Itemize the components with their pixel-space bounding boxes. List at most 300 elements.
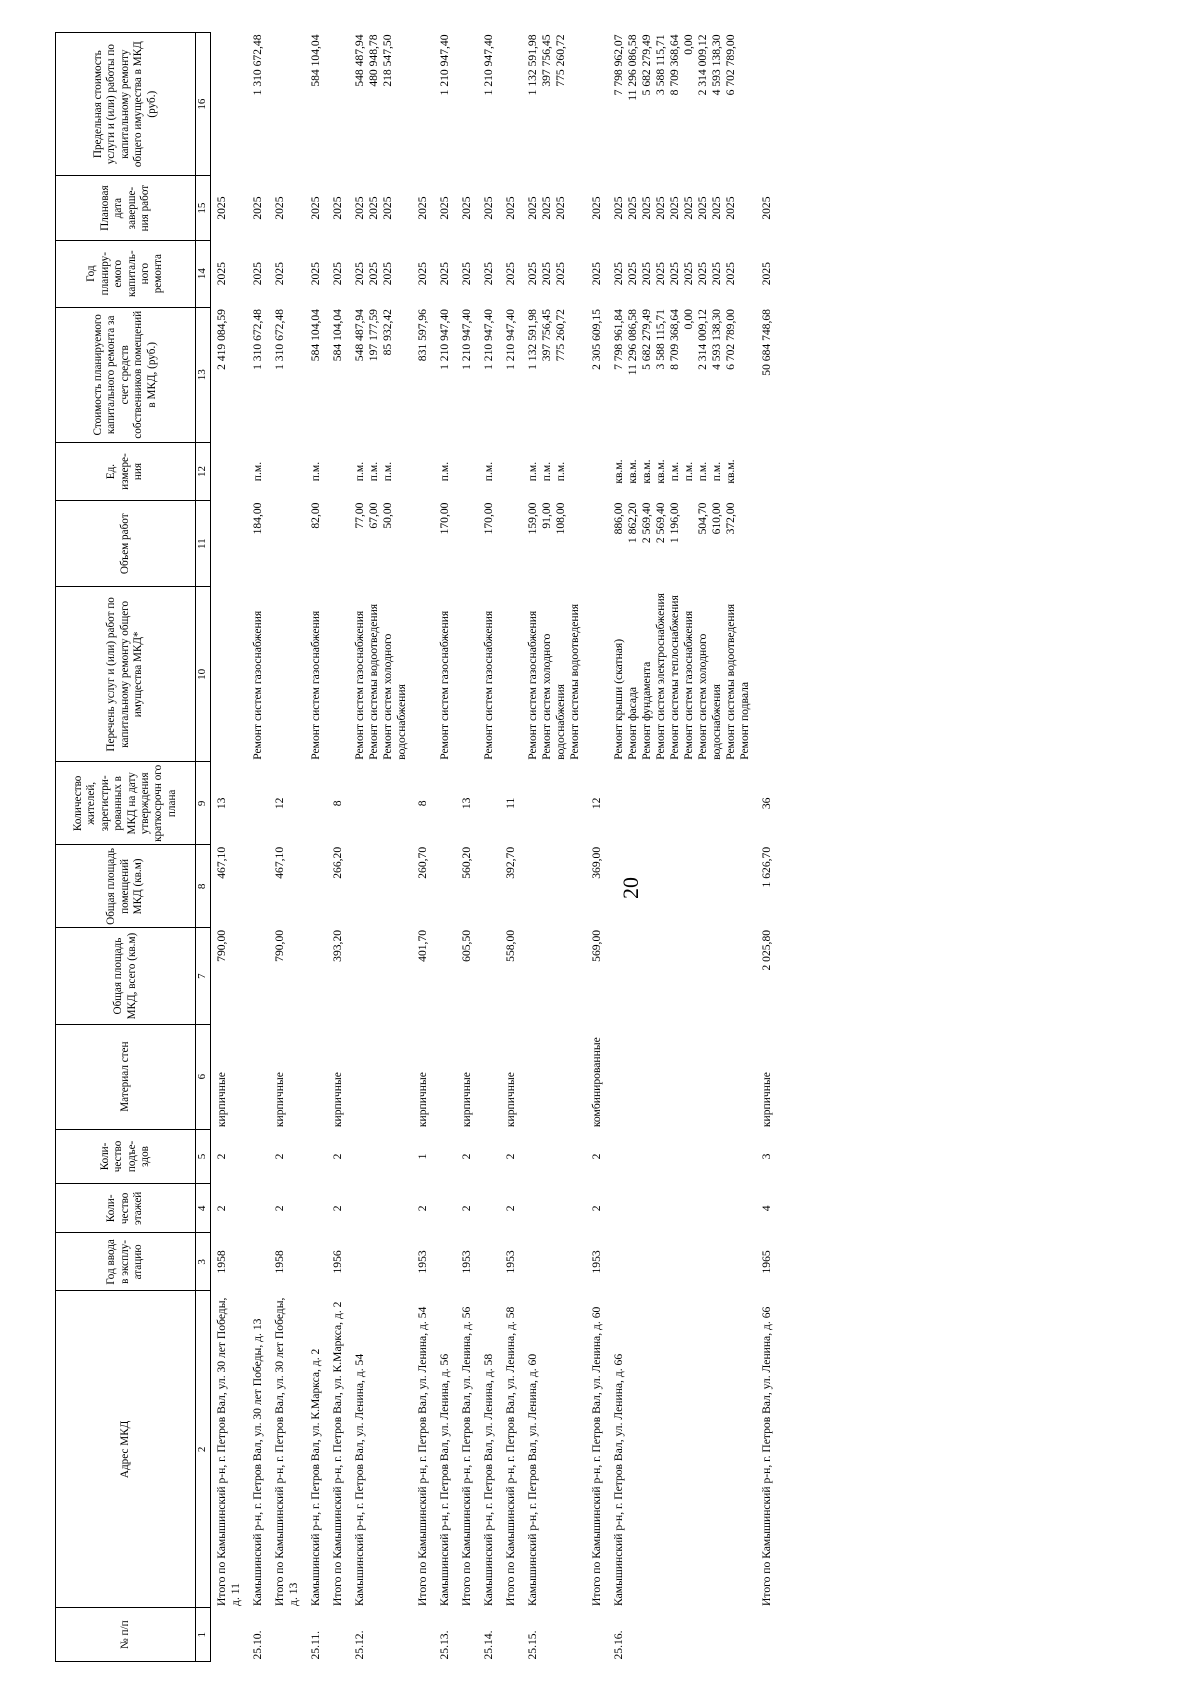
limit-cost xyxy=(460,35,474,174)
work-item-cell xyxy=(269,587,305,762)
plan-year: 2025 xyxy=(612,262,626,286)
entrances-cell: 1 xyxy=(416,1153,430,1160)
premises-area-cell: 369,00 xyxy=(590,846,604,879)
column-number: 11 xyxy=(196,501,211,587)
year-built-cell: 1953 xyxy=(416,1250,430,1274)
residents-cell xyxy=(305,762,327,845)
plan-year-cell xyxy=(434,240,456,307)
cost: 0,00 xyxy=(682,309,696,330)
column-number-row xyxy=(196,33,211,1662)
unit-cell xyxy=(586,443,608,501)
residents-cell xyxy=(349,762,413,845)
work-item-cell xyxy=(349,587,413,762)
limit-cost-cell xyxy=(500,33,522,176)
completion-date-cell xyxy=(500,176,522,241)
unit-cell xyxy=(756,443,778,501)
work-volume: 372,00 xyxy=(724,502,738,535)
cost-cell xyxy=(522,307,586,443)
premises-area-cell xyxy=(478,845,500,928)
completion-date: 2025 xyxy=(760,196,774,220)
cost: 5 682 279,49 xyxy=(640,309,654,370)
unit: п.м. xyxy=(380,461,394,482)
residents-cell xyxy=(608,762,756,845)
year-built-cell xyxy=(478,1233,500,1291)
column-number: 6 xyxy=(196,1024,211,1129)
work-volume-cell xyxy=(434,501,456,587)
work-volume: 91,00 xyxy=(540,502,554,529)
work-item: Ремонт системы теплоснабжения xyxy=(668,595,682,760)
wall-material-cell: кирпичные xyxy=(460,1072,474,1128)
plan-year: 2025 xyxy=(626,262,640,286)
address-cell: Итого по Камышинский р-н, г. Петров Вал, ул. К.Маркса, д. 2 xyxy=(330,1301,344,1606)
year-built-cell: 1958 xyxy=(215,1250,228,1274)
plan-year: 2025 xyxy=(482,262,496,286)
address-cell: Итого по Камышинский р-н, г. Петров Вал, ул. Ленина, д. 54 xyxy=(416,1306,430,1606)
year-built-cell xyxy=(434,1233,456,1291)
limit-cost xyxy=(331,35,345,174)
limit-cost xyxy=(760,35,774,174)
work-volume xyxy=(590,503,604,585)
cost-cell xyxy=(456,307,478,443)
entrances-cell xyxy=(478,1129,500,1184)
address-cell: Камышинский р-н, г. Петров Вал, ул. Ленина, д. 60 xyxy=(526,1353,540,1606)
work-volume: 1 862,20 xyxy=(626,502,640,544)
work-volume xyxy=(215,503,229,585)
floors-cell: 4 xyxy=(760,1205,774,1212)
cost-cell xyxy=(434,307,456,443)
repair-plan-table xyxy=(55,32,778,1662)
residents-cell: 12 xyxy=(272,797,286,810)
work-volume: 610,00 xyxy=(710,502,724,535)
completion-date: 2025 xyxy=(724,196,738,220)
limit-cost: 5 682 279,49 xyxy=(640,34,654,96)
plan-year-cell xyxy=(327,240,349,307)
table-row xyxy=(327,33,349,1662)
plan-year: 2025 xyxy=(272,262,286,286)
cost: 2 305 609,15 xyxy=(590,309,604,370)
unit xyxy=(504,445,518,499)
column-number: 9 xyxy=(196,762,211,845)
residents-cell xyxy=(434,762,456,845)
floors-cell: 2 xyxy=(590,1205,604,1212)
limit-cost-cell xyxy=(756,33,778,176)
unit: кв.м. xyxy=(640,459,654,484)
completion-date: 2025 xyxy=(554,196,568,220)
work-volume: 170,00 xyxy=(438,502,452,535)
unit-cell xyxy=(269,443,305,501)
wall-material-cell xyxy=(478,1024,500,1129)
residents-cell: 8 xyxy=(330,800,344,807)
table-row xyxy=(247,33,269,1662)
cost: 1 210 947,40 xyxy=(504,309,518,370)
unit-cell xyxy=(500,443,522,501)
completion-date-cell xyxy=(478,176,500,241)
work-item xyxy=(504,589,518,760)
cost-cell xyxy=(349,307,413,443)
cost-cell xyxy=(500,307,522,443)
rotated-table-wrapper xyxy=(55,32,1085,1662)
unit xyxy=(331,445,345,499)
work-volume-cell xyxy=(247,501,269,587)
limit-cost: 0,00 xyxy=(682,34,696,55)
completion-date: 2025 xyxy=(416,196,430,220)
total-area-cell: 569,00 xyxy=(590,929,604,962)
address-cell: Камышинский р-н, г. Петров Вал, ул. 30 лет Победы, д. 13 xyxy=(250,1318,264,1606)
row-number-cell: 25.15. xyxy=(526,1630,540,1660)
column-number: 4 xyxy=(196,1184,211,1233)
limit-cost xyxy=(416,35,430,174)
total-area-cell xyxy=(608,928,756,1024)
cost-cell xyxy=(305,307,327,443)
work-item xyxy=(416,589,430,760)
column-header: Год ввода в эксплу-атацию xyxy=(56,1233,196,1291)
completion-date: 2025 xyxy=(308,196,322,220)
address-cell: Камышинский р-н, г. Петров Вал, ул. Ленина, д. 54 xyxy=(352,1353,366,1606)
row-number-cell xyxy=(456,1608,478,1662)
floors-cell: 2 xyxy=(330,1205,344,1212)
completion-date: 2025 xyxy=(710,196,724,220)
completion-date: 2025 xyxy=(612,196,626,220)
wall-material-cell: комбинированные xyxy=(590,1037,604,1128)
residents-cell xyxy=(247,762,269,845)
residents-cell xyxy=(522,762,586,845)
unit xyxy=(416,445,430,499)
row-number-cell: 25.13. xyxy=(438,1630,452,1660)
work-volume xyxy=(331,503,345,585)
table-row xyxy=(434,33,456,1662)
completion-date-cell xyxy=(247,176,269,241)
completion-date: 2025 xyxy=(504,196,518,220)
year-built-cell xyxy=(247,1233,269,1291)
limit-cost xyxy=(590,35,604,174)
table-row xyxy=(456,33,478,1662)
limit-cost: 2 314 009,12 xyxy=(696,34,710,96)
floors-cell xyxy=(522,1184,586,1233)
premises-area-cell: 467,10 xyxy=(215,846,228,879)
work-volume xyxy=(460,503,474,585)
page-number: 20 xyxy=(618,877,643,899)
wall-material-cell xyxy=(349,1024,413,1129)
address-cell: Итого по Камышинский р-н, г. Петров Вал, ул. Ленина, д. 56 xyxy=(460,1306,474,1606)
column-number: 5 xyxy=(196,1129,211,1184)
floors-cell xyxy=(247,1184,269,1233)
unit: п.м. xyxy=(540,461,554,482)
table-row xyxy=(756,33,778,1662)
unit-cell xyxy=(478,443,500,501)
work-volume xyxy=(273,503,287,585)
limit-cost-cell xyxy=(349,33,413,176)
plan-year: 2025 xyxy=(590,262,604,286)
work-item: Ремонт систем электроснабжения xyxy=(654,592,668,760)
work-volume xyxy=(760,503,774,585)
address-cell: Итого по Камышинский р-н, г. Петров Вал, ул. 30 лет Победы, д. 13 xyxy=(272,1297,300,1606)
row-number-cell xyxy=(269,1608,305,1662)
work-volume xyxy=(682,503,696,585)
plan-year: 2025 xyxy=(526,262,540,286)
plan-year-cell xyxy=(478,240,500,307)
work-item xyxy=(590,589,604,760)
work-item-cell xyxy=(456,587,478,762)
residents-cell: 36 xyxy=(760,797,774,810)
floors-cell: 2 xyxy=(460,1205,474,1212)
unit xyxy=(460,445,474,499)
limit-cost: 11 296 086,58 xyxy=(626,34,640,101)
entrances-cell: 2 xyxy=(215,1153,228,1160)
plan-year: 2025 xyxy=(696,262,710,286)
total-area-cell: 2 025,80 xyxy=(760,929,774,971)
plan-year: 2025 xyxy=(668,262,682,286)
column-number: 14 xyxy=(196,240,211,307)
work-item: Ремонт систем газоснабжения xyxy=(308,610,322,760)
entrances-cell: 2 xyxy=(272,1153,286,1160)
row-number-cell xyxy=(756,1608,778,1662)
entrances-cell: 2 xyxy=(504,1153,518,1160)
work-item: Ремонт систем холодного водоснабжения xyxy=(696,633,724,760)
cost-cell xyxy=(412,307,434,443)
entrances-cell: 3 xyxy=(760,1153,774,1160)
work-item: Ремонт систем газоснабжения xyxy=(250,610,264,760)
completion-date: 2025 xyxy=(682,196,696,220)
cost: 4 593 138,30 xyxy=(710,309,724,370)
column-header: Адрес МКД xyxy=(56,1291,196,1608)
work-volume: 504,70 xyxy=(696,502,710,535)
completion-date: 2025 xyxy=(352,196,366,220)
work-volume-cell xyxy=(349,501,413,587)
residents-cell: 13 xyxy=(460,797,474,810)
premises-area-cell: 1 626,70 xyxy=(760,846,774,888)
limit-cost: 548 487,94 xyxy=(352,34,366,87)
limit-cost: 584 104,04 xyxy=(308,34,322,87)
work-volume xyxy=(416,503,430,585)
work-item: Ремонт системы водоотведения xyxy=(366,603,380,760)
unit: п.м. xyxy=(352,461,366,482)
entrances-cell xyxy=(305,1129,327,1184)
floors-cell xyxy=(608,1184,756,1233)
work-item: Ремонт крыши (скатная) xyxy=(612,638,626,760)
unit: п.м. xyxy=(696,461,710,482)
address-cell: Итого по Камышинский р-н, г. Петров Вал, ул. Ленина, д. 66 xyxy=(760,1306,774,1606)
work-volume-cell xyxy=(522,501,586,587)
cost: 7 798 961,84 xyxy=(612,309,626,370)
premises-area-cell: 467,10 xyxy=(272,846,286,879)
total-area-cell: 790,00 xyxy=(272,929,286,962)
column-number: 16 xyxy=(196,33,211,176)
plan-year: 2025 xyxy=(504,262,518,286)
premises-area-cell xyxy=(522,845,586,928)
cost: 1 132 591,98 xyxy=(526,309,540,370)
floors-cell xyxy=(349,1184,413,1233)
completion-date: 2025 xyxy=(654,196,668,220)
year-built-cell xyxy=(522,1233,586,1291)
column-header: Общая площадь МКД, всего (кв.м) xyxy=(56,928,196,1024)
address-cell: Камышинский р-н, г. Петров Вал, ул. Ленина, д. 56 xyxy=(438,1353,452,1606)
limit-cost-cell xyxy=(412,33,434,176)
row-number-cell: 25.10. xyxy=(250,1630,264,1660)
entrances-cell xyxy=(522,1129,586,1184)
residents-cell xyxy=(478,762,500,845)
work-item: Ремонт систем газоснабжения xyxy=(682,610,696,760)
limit-cost-cell xyxy=(305,33,327,176)
completion-date: 2025 xyxy=(696,196,710,220)
row-number-cell xyxy=(500,1608,522,1662)
total-area-cell: 558,00 xyxy=(504,929,518,962)
unit: кв.м. xyxy=(626,459,640,484)
plan-year: 2025 xyxy=(710,262,724,286)
wall-material-cell xyxy=(247,1024,269,1129)
plan-year-cell xyxy=(305,240,327,307)
total-area-cell xyxy=(522,928,586,1024)
cost: 197 177,59 xyxy=(366,309,380,362)
plan-year: 2025 xyxy=(352,262,366,286)
residents-cell: 8 xyxy=(416,800,430,807)
year-built-cell: 1958 xyxy=(272,1250,286,1274)
limit-cost-cell xyxy=(327,33,349,176)
limit-cost-cell xyxy=(247,33,269,176)
column-number: 13 xyxy=(196,307,211,443)
address-cell: Камышинский р-н, г. Петров Вал, ул. Ленина, д. 58 xyxy=(482,1353,496,1606)
limit-cost: 1 210 947,40 xyxy=(438,34,452,96)
work-volume-cell xyxy=(500,501,522,587)
completion-date: 2025 xyxy=(215,196,228,220)
column-header: Перечень услуг и (или) работ по капитальному ремонту общего имущества МКД* xyxy=(56,587,196,762)
entrances-cell: 2 xyxy=(460,1153,474,1160)
unit: п.м. xyxy=(682,461,696,482)
completion-date: 2025 xyxy=(668,196,682,220)
table-row xyxy=(412,33,434,1662)
entrances-cell xyxy=(608,1129,756,1184)
column-header: Плановая дата заверше-ния работ xyxy=(56,176,196,241)
floors-cell: 2 xyxy=(416,1205,430,1212)
premises-area-cell xyxy=(349,845,413,928)
column-header: Ед. измере-ния xyxy=(56,443,196,501)
work-volume-cell xyxy=(456,501,478,587)
work-item-cell xyxy=(756,587,778,762)
header-row xyxy=(56,33,196,1662)
column-header: Объем работ xyxy=(56,501,196,587)
work-item: Ремонт систем газоснабжения xyxy=(482,610,496,760)
work-volume-cell xyxy=(305,501,327,587)
entrances-cell xyxy=(434,1129,456,1184)
year-built-cell: 1953 xyxy=(504,1250,518,1274)
completion-date-cell xyxy=(586,176,608,241)
column-number: 10 xyxy=(196,587,211,762)
column-header: Стоимость планируемого капитального ремонта за счет средств собственников помещений в МКД, (руб.) xyxy=(56,307,196,443)
completion-date: 2025 xyxy=(380,196,394,220)
limit-cost-cell xyxy=(456,33,478,176)
year-built-cell: 1953 xyxy=(590,1250,604,1274)
limit-cost: 218 547,50 xyxy=(380,34,394,87)
work-item: Ремонт систем холодного водоснабжения xyxy=(540,633,568,760)
total-area-cell: 393,20 xyxy=(330,929,344,962)
column-number: 8 xyxy=(196,845,211,928)
work-item: Ремонт фасада xyxy=(626,686,640,760)
total-area-cell: 790,00 xyxy=(215,929,228,962)
unit-cell xyxy=(349,443,413,501)
address-cell: Итого по Камышинский р-н, г. Петров Вал, ул. Ленина, д. 60 xyxy=(590,1306,604,1606)
work-item: Ремонт системы водоотведения xyxy=(724,603,738,760)
year-built-cell xyxy=(608,1233,756,1291)
work-volume: 886,00 xyxy=(612,502,626,535)
plan-year: 2025 xyxy=(380,262,394,286)
work-volume-cell xyxy=(327,501,349,587)
column-number: 12 xyxy=(196,443,211,501)
cost: 1 210 947,40 xyxy=(460,309,474,370)
cost-cell xyxy=(327,307,349,443)
address-cell: Итого по Камышинский р-н, г. Петров Вал, ул. Ленина, д. 58 xyxy=(504,1306,518,1606)
plan-year-cell xyxy=(756,240,778,307)
plan-year-cell xyxy=(412,240,434,307)
work-volume-cell xyxy=(756,501,778,587)
wall-material-cell xyxy=(522,1024,586,1129)
wall-material-cell xyxy=(434,1024,456,1129)
completion-date: 2025 xyxy=(540,196,554,220)
unit xyxy=(273,445,287,499)
table-row xyxy=(522,33,586,1662)
work-volume xyxy=(504,503,518,585)
column-header: Коли-чество этажей xyxy=(56,1184,196,1233)
cost: 548 487,94 xyxy=(352,309,366,362)
premises-area-cell: 392,70 xyxy=(504,846,518,879)
cost: 2 314 009,12 xyxy=(696,309,710,370)
work-volume-cell xyxy=(211,501,247,587)
row-number-cell: 25.14. xyxy=(482,1630,496,1660)
column-header: Общая площадь помещений МКД (кв.м) xyxy=(56,845,196,928)
cost: 11 296 086,58 xyxy=(626,309,640,376)
work-item-cell xyxy=(608,587,756,762)
limit-cost: 7 798 962,07 xyxy=(612,34,626,96)
year-built-cell: 1953 xyxy=(460,1250,474,1274)
column-header: Количество жителей, зарегистри-рованных в МКД на дату утверждения краткосрочн ого плана xyxy=(56,762,196,845)
table-row xyxy=(349,33,413,1662)
wall-material-cell: кирпичные xyxy=(215,1072,228,1128)
completion-date: 2025 xyxy=(438,196,452,220)
cost: 2 419 084,59 xyxy=(215,309,228,370)
column-header: Предельная стоимость услуги и (или) работы по капитальному ремонту общего имущества в МКД (руб.) xyxy=(56,33,196,176)
work-item xyxy=(273,589,287,760)
plan-year-cell xyxy=(349,240,413,307)
cost: 584 104,04 xyxy=(308,309,322,362)
completion-date-cell xyxy=(756,176,778,241)
entrances-cell xyxy=(349,1129,413,1184)
completion-date: 2025 xyxy=(640,196,654,220)
cost: 6 702 789,00 xyxy=(724,309,738,370)
work-item-cell xyxy=(305,587,327,762)
completion-date-cell xyxy=(269,176,305,241)
work-item-cell xyxy=(247,587,269,762)
row-number-cell xyxy=(412,1608,434,1662)
plan-year: 2025 xyxy=(654,262,668,286)
work-volume-cell xyxy=(586,501,608,587)
row-number-cell xyxy=(586,1608,608,1662)
work-item-cell xyxy=(500,587,522,762)
cost: 831 597,96 xyxy=(416,309,430,362)
wall-material-cell xyxy=(608,1024,756,1129)
wall-material-cell: кирпичные xyxy=(760,1072,774,1128)
work-item-cell xyxy=(211,587,247,762)
limit-cost xyxy=(215,35,229,174)
total-area-cell xyxy=(247,928,269,1024)
plan-year: 2025 xyxy=(460,262,474,286)
cost: 775 260,72 xyxy=(554,309,568,362)
wall-material-cell: кирпичные xyxy=(416,1072,430,1128)
floors-cell: 2 xyxy=(215,1205,228,1212)
table-row xyxy=(269,33,305,1662)
work-item-cell xyxy=(434,587,456,762)
year-built-cell xyxy=(305,1233,327,1291)
cost: 1 310 672,48 xyxy=(250,309,264,370)
cost: 50 684 748,68 xyxy=(760,309,774,376)
work-volume: 82,00 xyxy=(308,502,322,529)
